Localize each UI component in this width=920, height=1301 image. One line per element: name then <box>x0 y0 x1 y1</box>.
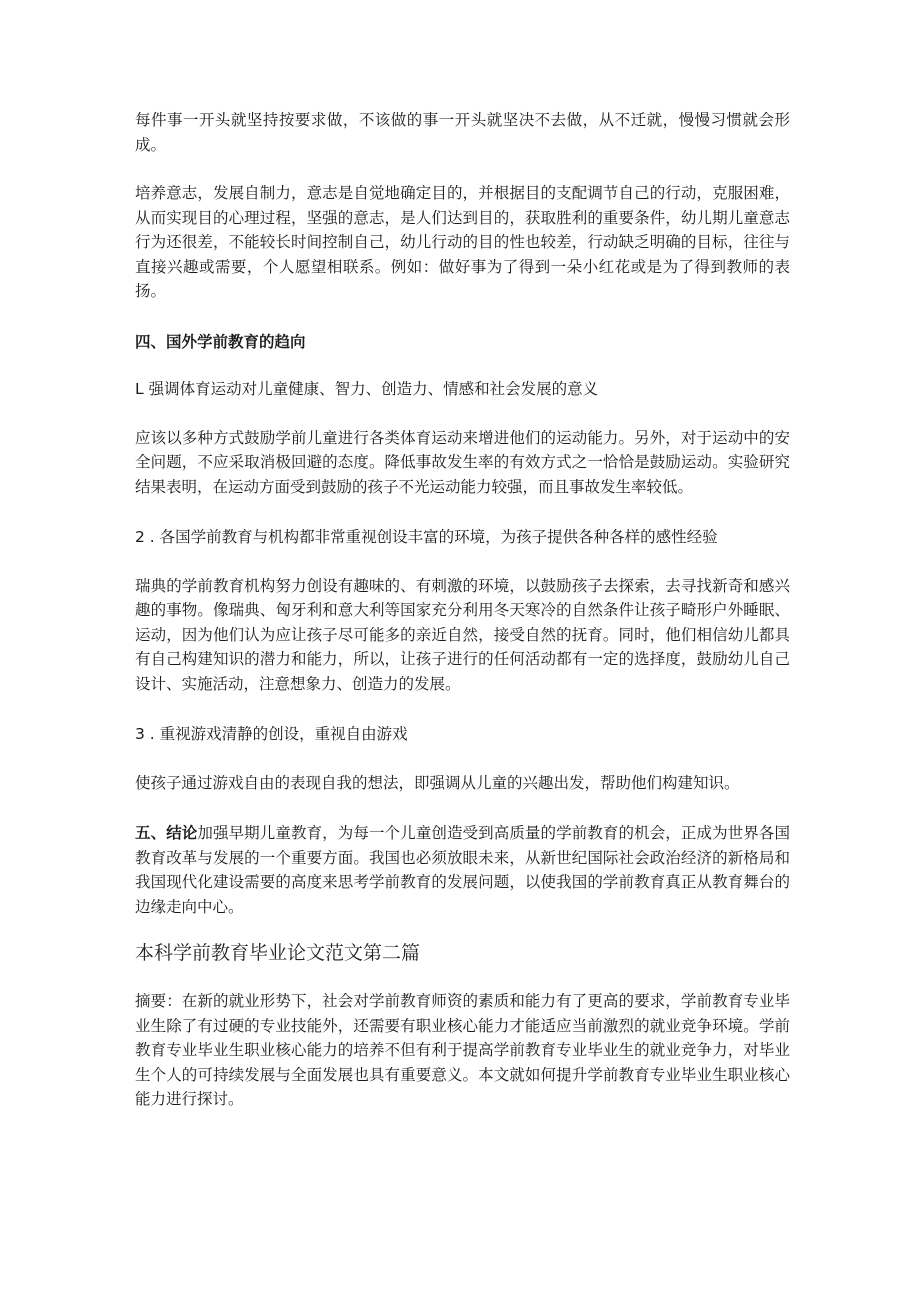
document-page <box>135 108 790 1138</box>
paragraph-habit: 每件事一开头就坚持按要求做，不该做的事一开头就坚决不去做，从不迁就，慢慢习惯就会形成。 <box>135 111 790 154</box>
item-2-title: 2 . 各国学前教育与机构都非常重视创设丰富的环境，为孩子提供各种各样的感性经验 <box>135 528 718 546</box>
second-article-title: 本科学前教育毕业论文范文第二篇 <box>135 942 421 964</box>
item-1-body: 应该以多种方式鼓励学前儿童进行各类体育运动来增进他们的运动能力。另外，对于运动中的安全问题，不应采取消极回避的态度。降低事故发生率的有效方式之一恰恰是鼓励运动。实验研究结果表明，在运动方面受到鼓励的孩子不光运动能力较强，而且事故发生率较低。 <box>135 428 790 496</box>
item-3-title: 3 . 重视游戏清静的创设，重视自由游戏 <box>135 725 408 743</box>
paragraph-will: 培养意志，发展自制力，意志是自觉地确定目的，并根据目的支配调节自己的行动，克服困难，从而实现目的心理过程，坚强的意志，是人们达到目的，获取胜利的重要条件，幼儿期儿童意志行为还很差，不能较长时间控制自己，幼儿行动的目的性也较差，行动缺乏明确的目标，往往与直接兴趣或需要，个人愿望相联系。例如：做好事为了得到一朵小红花或是为了得到教师的表扬。 <box>135 184 790 300</box>
conclusion-lead: 五、结论 <box>135 824 198 842</box>
paragraph-conclusion <box>135 821 790 919</box>
conclusion-body: 加强早期儿童教育，为每一个儿童创造受到高质量的学前教育的机会，正成为世界各国教育改革与发展的一个重要方面。我国也必须放眼未来，从新世纪国际社会政治经济的新格局和我国现代化建设需要的高度来思考学前教育的发展问题，以使我国的学前教育真正从教育舞台的边缘走向中心。 <box>135 824 790 916</box>
item-2-body: 瑞典的学前教育机构努力创设有趣味的、有刺激的环境，以鼓励孩子去探索，去寻找新奇和感兴趣的事物。像瑞典、匈牙利和意大利等国家充分利用冬天寒冷的自然条件让孩子畸形户外睡眠、运动，因为他们认为应让孩子尽可能多的亲近自然，接受自然的抚育。同时，他们相信幼儿都具有自己构建知识的潜力和能力，所以，让孩子进行的任何活动都有一定的选择度，鼓励幼儿自己设计、实施活动，注意想象力、创造力的发展。 <box>135 576 790 693</box>
item-1-title: L 强调体育运动对儿童健康、智力、创造力、情感和社会发展的意义 <box>135 380 599 398</box>
item-3-body: 使孩子通过游戏自由的表现自我的想法，即强调从儿童的兴趣出发，帮助他们构建知识。 <box>135 773 740 792</box>
section-heading-4: 四、国外学前教育的趋向 <box>135 332 306 351</box>
paragraph-abstract: 摘要：在新的就业形势下，社会对学前教育师资的素质和能力有了更高的要求，学前教育专业毕业生除了有过硬的专业技能外，还需要有职业核心能力才能适应当前激烈的就业竞争环境。学前教育专业毕业生职业核心能力的培养不但有利于提高学前教育专业毕业生的就业竞争力，对毕业生个人的可持续发展与全面发展也具有重要意义。本文就如何提升学前教育专业毕业生职业核心能力进行探讨。 <box>135 992 790 1108</box>
